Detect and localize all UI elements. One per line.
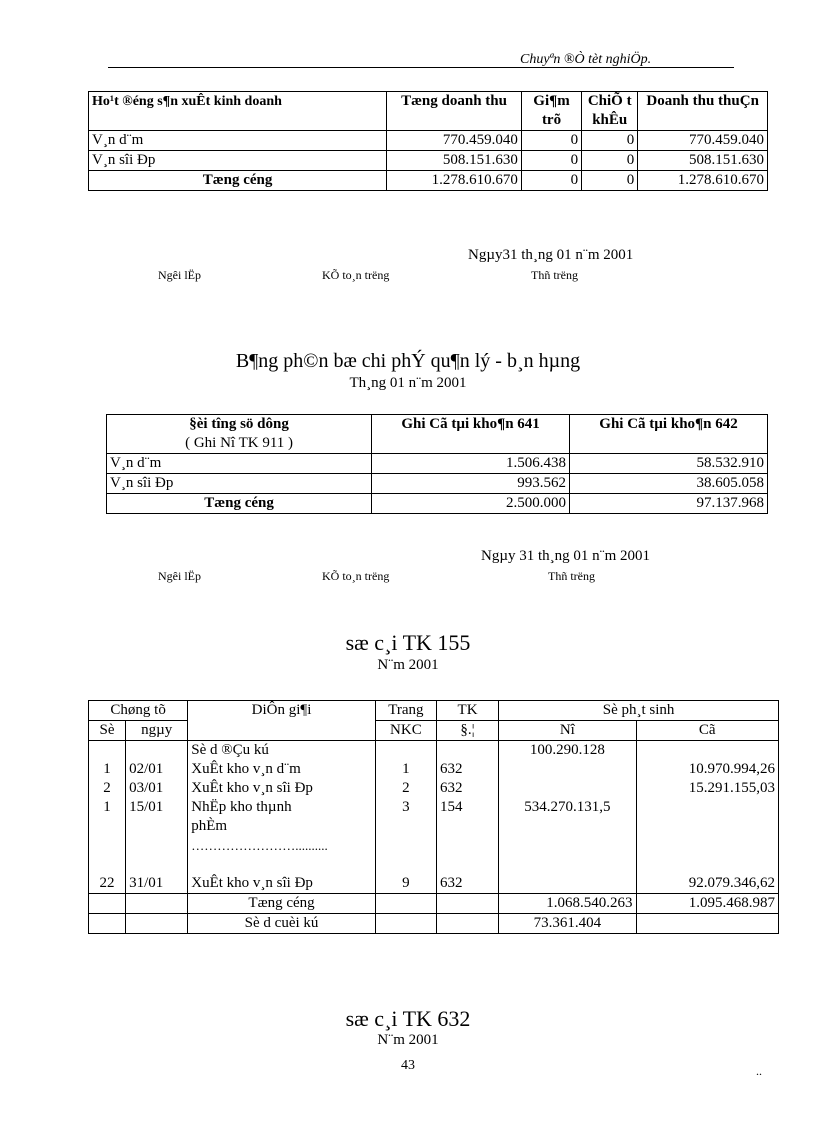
cell [436, 836, 498, 855]
cell: 0 [582, 151, 638, 171]
table-row [89, 741, 779, 761]
cell: 1 [375, 760, 436, 779]
col-header-641: Ghi Cã tµi kho¶n 641 [372, 415, 570, 454]
cell [126, 817, 188, 836]
cell [636, 817, 778, 836]
cell: 2 [89, 779, 126, 798]
table-row [89, 817, 779, 836]
cell: 0 [521, 151, 581, 171]
section-title: sæ c¸i TK 632 [345, 1006, 471, 1031]
table-row [107, 454, 768, 474]
cell: 10.970.994,26 [636, 760, 778, 779]
cell [126, 894, 188, 914]
cell [89, 855, 126, 874]
cell: 770.459.040 [387, 131, 522, 151]
signature-director: Thñ trëng [548, 569, 595, 583]
cell: 22 [89, 874, 126, 894]
signature-date: Ngµy31 th¸ng 01 n¨m 2001 [468, 247, 634, 263]
cell: 15/01 [126, 798, 188, 817]
total-label: Tæng céng [107, 494, 372, 514]
cell [375, 836, 436, 855]
cell: 0 [521, 171, 581, 191]
cell [636, 855, 778, 874]
allocation-table [106, 414, 768, 514]
cell: 9 [375, 874, 436, 894]
cell [499, 855, 636, 874]
table-row [107, 474, 768, 494]
header-rule [108, 67, 734, 68]
cell [89, 741, 126, 761]
col-header-voucher: Chøng tõ [89, 701, 188, 721]
cell [126, 741, 188, 761]
cell: 2.500.000 [372, 494, 570, 514]
cell [126, 836, 188, 855]
cell: 97.137.968 [570, 494, 768, 514]
cell: 1.506.438 [372, 454, 570, 474]
closing-label: Sè d cuèi kú [188, 914, 376, 934]
cell [499, 836, 636, 855]
cell: 100.290.128 [499, 741, 636, 761]
cell [499, 874, 636, 894]
cell [89, 894, 126, 914]
cell: 770.459.040 [638, 131, 768, 151]
cell: 154 [436, 798, 498, 817]
cell [89, 836, 126, 855]
total-debit: 1.068.540.263 [499, 894, 636, 914]
col-header-debit: Nî [499, 721, 636, 741]
cell: 3 [375, 798, 436, 817]
cell: 534.270.131,5 [499, 798, 636, 817]
cell: phÈm [188, 817, 376, 836]
col-header-net-revenue: Doanh thu thuÇn [638, 92, 768, 131]
signature-preparer: Ngêi lËp [158, 569, 201, 583]
cell: 15.291.155,03 [636, 779, 778, 798]
cell: 508.151.630 [387, 151, 522, 171]
section-title: sæ c¸i TK 155 [345, 630, 471, 655]
total-credit: 1.095.468.987 [636, 894, 778, 914]
cell [436, 741, 498, 761]
table-row [89, 779, 779, 798]
footer-dots: .. [756, 1064, 762, 1078]
section-subtitle: Th¸ng 01 n¨m 2001 [349, 375, 467, 391]
cell: V¸n d¨m [89, 131, 387, 151]
cell: 1 [89, 760, 126, 779]
table-row [89, 151, 768, 171]
cell [375, 817, 436, 836]
col-header-object-line2: ( Ghi Nî TK 911 ) [185, 435, 294, 451]
col-header-642: Ghi Cã tµi kho¶n 642 [570, 415, 768, 454]
cell: 632 [436, 760, 498, 779]
cell [436, 817, 498, 836]
cell: 38.605.058 [570, 474, 768, 494]
table-row [89, 855, 779, 874]
cell [375, 914, 436, 934]
signature-director: Thñ trëng [531, 268, 578, 282]
section-subtitle: N¨m 2001 [377, 1032, 439, 1048]
cell: 0 [582, 131, 638, 151]
cell: 03/01 [126, 779, 188, 798]
cell: 1 [89, 798, 126, 817]
total-row [89, 894, 779, 914]
col-header-total-revenue: Tæng doanh thu [387, 92, 522, 131]
col-header-arising: Sè ph¸t sinh [499, 701, 779, 721]
cell [89, 914, 126, 934]
cell: 508.151.630 [638, 151, 768, 171]
cell [636, 741, 778, 761]
cell: V¸n sîi Ðp [107, 474, 372, 494]
cell [126, 914, 188, 934]
col-header-nkc: NKC [375, 721, 436, 741]
total-label: Tæng céng [188, 894, 376, 914]
cell [375, 741, 436, 761]
cell [375, 855, 436, 874]
closing-debit: 73.361.404 [499, 914, 636, 934]
cell: 31/01 [126, 874, 188, 894]
col-header-counter-account: §.¦ [436, 721, 498, 741]
col-header-object [107, 415, 372, 454]
col-header-date: ngµy [126, 721, 188, 741]
cell: V¸n sîi Ðp [89, 151, 387, 171]
cell [89, 817, 126, 836]
signature-date: Ngµy 31 th¸ng 01 n¨m 2001 [481, 548, 651, 564]
cell: 1.278.610.670 [638, 171, 768, 191]
table-header-row [89, 701, 779, 721]
col-header-object-line1: §èi tîng sö dông [189, 416, 289, 432]
cell: 58.532.910 [570, 454, 768, 474]
cell: …………………….......... [188, 836, 376, 855]
cell [126, 855, 188, 874]
cell: 0 [521, 131, 581, 151]
cell [436, 914, 498, 934]
table-row [89, 874, 779, 894]
revenue-table [88, 91, 768, 191]
col-header-page: Trang [375, 701, 436, 721]
cell: 993.562 [372, 474, 570, 494]
cell [636, 914, 778, 934]
section-title: B¶ng ph©n bæ chi phÝ qu¶n lý - b¸n hµng [235, 350, 581, 372]
col-header-account: TK [436, 701, 498, 721]
closing-row [89, 914, 779, 934]
cell [188, 855, 376, 874]
header-title: Chuyªn ®Ò tèt nghiÖp. [520, 52, 652, 67]
col-header-discount: ChiÕ t khÊu [582, 92, 638, 131]
signature-preparer: Ngêi lËp [158, 268, 201, 282]
signature-accountant: KÕ to¸n trëng [322, 268, 390, 282]
cell [499, 760, 636, 779]
table-header-row [89, 92, 768, 131]
total-row [107, 494, 768, 514]
total-label: Tæng céng [89, 171, 387, 191]
table-row [89, 760, 779, 779]
cell [636, 798, 778, 817]
cell: V¸n d¨m [107, 454, 372, 474]
table-row [89, 836, 779, 855]
cell: Sè d ®Çu kú [188, 741, 376, 761]
cell [636, 836, 778, 855]
cell [436, 894, 498, 914]
cell: 92.079.346,62 [636, 874, 778, 894]
col-header-no: Sè [89, 721, 126, 741]
page-number: 43 [401, 1058, 415, 1073]
cell: 0 [582, 171, 638, 191]
cell [499, 817, 636, 836]
cell: 1.278.610.670 [387, 171, 522, 191]
cell: XuÊt kho v¸n d¨m [188, 760, 376, 779]
col-header-desc: DiÔn gi¶i [188, 701, 376, 741]
ledger-table [88, 700, 779, 934]
col-header-reduction: Gi¶m trõ [521, 92, 581, 131]
cell: 632 [436, 779, 498, 798]
table-header-row [107, 415, 768, 454]
cell [499, 779, 636, 798]
cell: XuÊt kho v¸n sîi Ðp [188, 874, 376, 894]
cell: XuÊt kho v¸n sîi Ðp [188, 779, 376, 798]
cell: 632 [436, 874, 498, 894]
table-row [89, 131, 768, 151]
table-row [89, 798, 779, 817]
col-header-activity: Ho¹t ®éng s¶n xuÊt kinh doanh [89, 92, 387, 131]
cell: NhËp kho thµnh [188, 798, 376, 817]
cell: 2 [375, 779, 436, 798]
col-header-credit: Cã [636, 721, 778, 741]
section-subtitle: N¨m 2001 [377, 657, 439, 673]
cell [436, 855, 498, 874]
cell [375, 894, 436, 914]
signature-accountant: KÕ to¸n trëng [322, 569, 390, 583]
cell: 02/01 [126, 760, 188, 779]
total-row [89, 171, 768, 191]
